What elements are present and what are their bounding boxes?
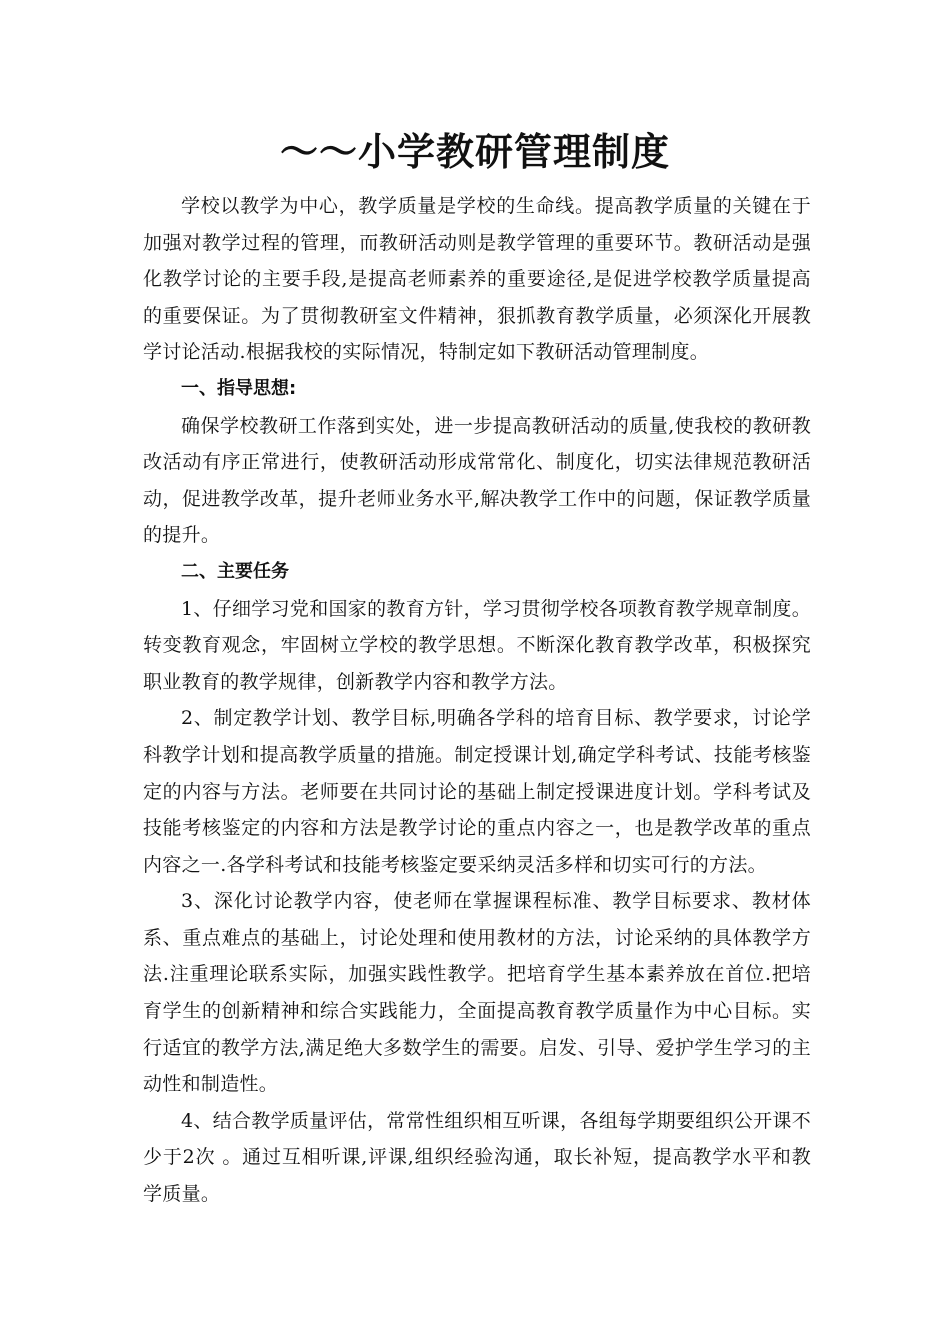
guiding-ideology-paragraph: 确保学校教研工作落到实处，进一步提高教研活动的质量,使我校的教研教改活动有序正常进行，使教研活动形成常常化、制度化，切实法律规范教研活动，促进教学改革，提升老师业务水平,解决教学工作中的问题，保证教学质量的提升。 [143,414,811,547]
document-title: ～～小学教研管理制度 [279,130,670,174]
task-item-4: 4、结合教学质量评估，常常性组织相互听课，各组每学期要组织公开课不少于2次 。通过互相听课,评课,组织经验沟通，取长补短，提高教学水平和教学质量。 [143,1109,811,1206]
document-body [143,188,811,1213]
task-item-2: 2、制定教学计划、教学目标,明确各学科的培育目标、教学要求，讨论学科教学计划和提高教学质量的措施。制定授课计划,确定学科考试、技能考核鉴定的内容与方法。老师要在共同讨论的基础上制定授课进度计划。学科考试及技能考核鉴定的内容和方法是教学讨论的重点内容之一，也是教学改革的重点内容之一.各学科考试和技能考核鉴定要采纳灵活多样和切实可行的方法。 [143,707,811,876]
task-item-1: 1、仔细学习党和国家的教育方针，学习贯彻学校各项教育教学规章制度。转变教育观念，牢固树立学校的教学思想。不断深化教育教学改革，积极探究职业教育的教学规律，创新教学内容和教学方法。 [143,597,811,693]
task-item-3: 3、深化讨论教学内容，使老师在掌握课程标准、教学目标要求、教材体系、重点难点的基础上，讨论处理和使用教材的方法，讨论采纳的具体教学方法.注重理论联系实际，加强实践性教学。把培育学生基本素养放在首位.把培育学生的创新精神和综合实践能力，全面提高教育教学质量作为中心目标。实行适宜的教学方法,满足绝大多数学生的需要。启发、引导、爱护学生学习的主动性和制造性。 [143,890,811,1096]
intro-paragraph: 学校以教学为中心，教学质量是学校的生命线。提高教学质量的关键在于加强对教学过程的管理，而教研活动则是教学管理的重要环节。教研活动是强化教学讨论的主要手段,是提高老师素养的重要途径,是促进学校教学质量提高的重要保证。为了贯彻教研室文件精神，狠抓教育教学质量，必须深化开展教学讨论活动.根据我校的实际情况，特制定如下教研活动管理制度。 [143,195,811,364]
section-heading-guiding-ideology: 一、指导思想: [181,377,297,399]
section-heading-main-tasks: 二、主要任务 [181,560,289,582]
